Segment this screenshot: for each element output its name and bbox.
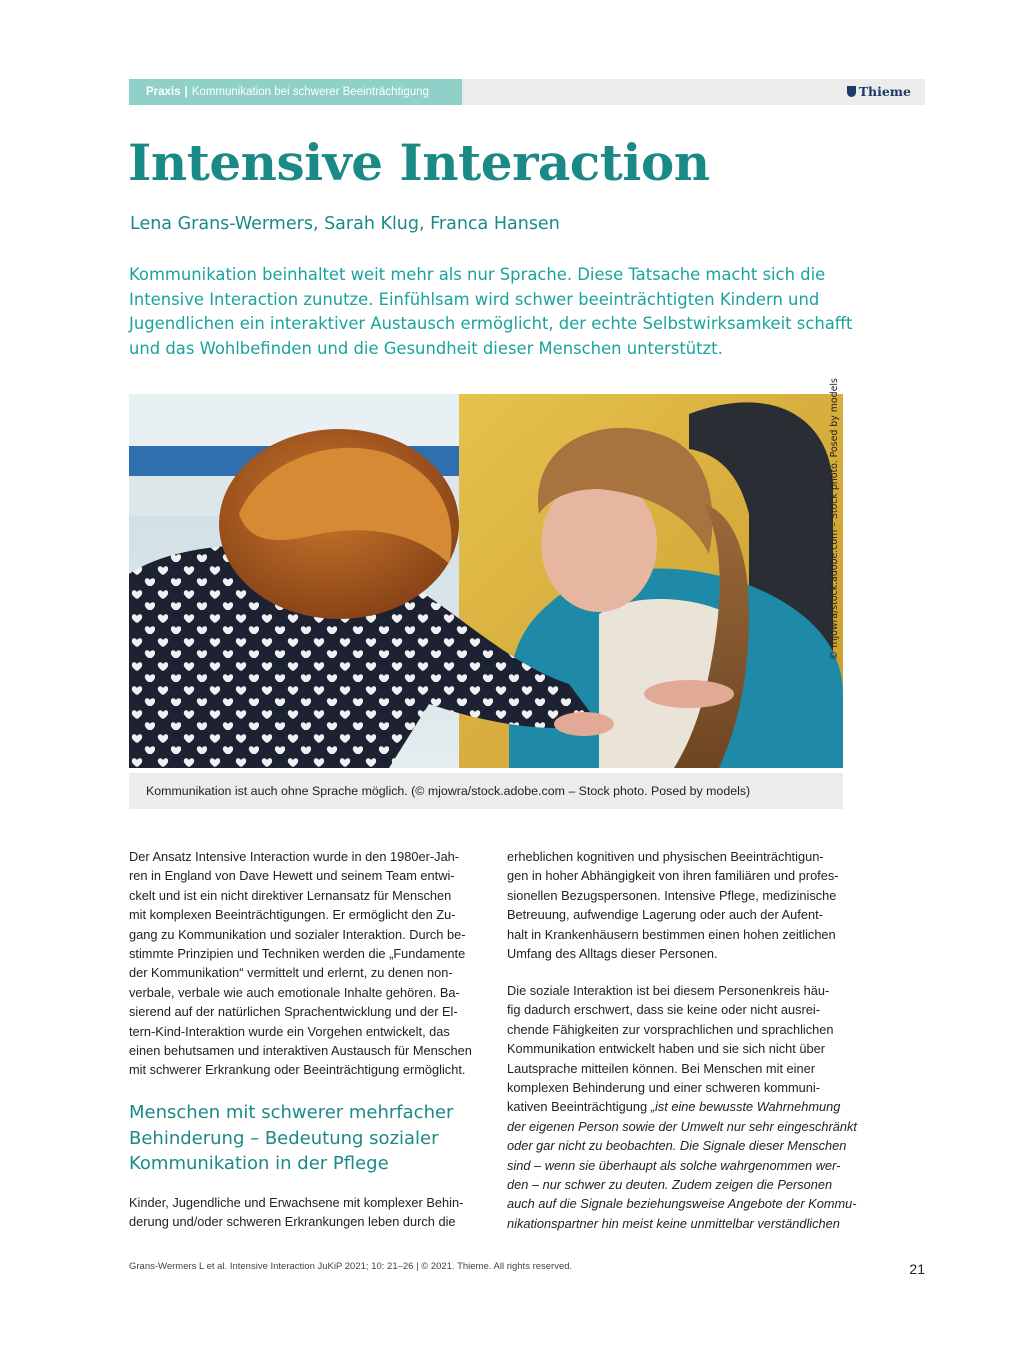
section-rubric (129, 79, 462, 105)
abstract-line: Kommunikation beinhaltet weit mehr als nur Sprache. Diese Tatsache macht sich die (129, 265, 826, 284)
quote-text: den – nur schwer zu deuten. Zudem zeigen die Personen (507, 1177, 833, 1193)
body-line: Lautsprache mitteilen können. Bei Menschen mit einer (507, 1060, 816, 1076)
section-topic: Kommunikation bei schwerer Beeinträchtigung (191, 86, 429, 98)
article-abstract (129, 263, 853, 361)
body-line: gen in hoher Abhängigkeit von ihren familiären und profes- (507, 868, 839, 884)
body-line: Die soziale Interaktion ist bei diesem Personenkreis häu- (507, 983, 830, 998)
body-line-mixed (507, 1097, 847, 1116)
abstract-line: Jugendlichen ein interaktiver Austausch ermöglicht, der echte Selbstwirksamkeit schafft (129, 314, 853, 334)
body-line: verbale, verbale wie auch emotionale Inhalte gehören. Ba- (129, 984, 460, 1000)
body-line: tern-Kind-Interaktion wurde ein Vorgehen entwickelt, das (129, 1023, 450, 1039)
article-photo (129, 394, 843, 768)
body-line: erheblichen kognitiven und physischen Beeinträchtigun- (507, 849, 824, 864)
body-line: einen behutsamen und interaktiven Austausch für Menschen (129, 1043, 472, 1059)
photo-credit: © mjowra/stock.adobe.com – Stock photo. Posed by models (829, 378, 840, 660)
quote-line (507, 1136, 847, 1155)
article-authors: Lena Grans-Wermers, Sarah Klug, Franca Hansen (130, 214, 560, 234)
body-line: chende Fähigkeiten zur vorsprachlichen und sprachlichen (507, 1021, 834, 1037)
abstract-line: Intensive Interaction zunutze. Einfühlsam wird schwer beeinträchtigten Kindern und (129, 289, 820, 309)
quote-line (507, 1214, 847, 1233)
heading-line: Menschen mit schwerer mehrfacher (129, 1102, 454, 1123)
body-line: komplexen Behinderung und einer schweren kommuni- (507, 1080, 820, 1096)
body-line: sionellen Bezugspersonen. Intensive Pflege, medizinische (507, 887, 837, 903)
body-line: ren in England von Dave Hewett und seinem Team entwi- (129, 868, 455, 884)
quote-line (507, 1175, 847, 1194)
quote-text: sind – wenn sie überhaupt als solche wahrgenommen wer- (507, 1157, 841, 1173)
footer-citation: Grans-Wermers L et al. Intensive Interaction JuKiP 2021; 10: 21–26 | © 2021. Thieme. All rights reserved. (129, 1261, 573, 1272)
body-line: fig dadurch erschwert, dass sie keine oder nicht ausrei- (507, 1002, 820, 1018)
abstract-line: und das Wohlbefinden und die Gesundheit dieser Menschen unterstützt. (129, 338, 723, 358)
heading-line: Kommunikation in der Pflege (129, 1153, 389, 1175)
section-separator: | (184, 86, 188, 98)
body-line: der Kommunikation“ vermittelt und erlernt, zu denen non- (129, 965, 453, 981)
body-line: mit komplexen Beeinträchtigungen. Er ermöglicht den Zu- (129, 907, 456, 923)
article-title: Intensive Interaction (128, 133, 710, 192)
quote-start: „ist eine bewusste Wahrnehmung (650, 1099, 841, 1115)
body-column-right (507, 847, 847, 963)
figure-caption: Kommunikation ist auch ohne Sprache möglich. (© mjowra/stock.adobe.com – Stock photo. Posed by models) (129, 773, 843, 809)
body-line: gang zu Kommunikation und sozialer Interaktion. Durch be- (129, 926, 466, 942)
thieme-shield-icon (847, 86, 856, 97)
quote-text: oder gar nicht zu beobachten. Die Signale dieser Menschen (507, 1138, 847, 1154)
section-heading (129, 1100, 453, 1177)
body-line: Kommunikation entwickelt haben und sie sich nicht über (507, 1041, 825, 1057)
body-column-left-continued (129, 1193, 469, 1232)
body-column-right-paragraph2 (507, 981, 857, 1233)
section-label: Praxis (146, 86, 181, 98)
quote-text: nikationspartner hin meist keine unmittelbar verständlichen (507, 1215, 840, 1231)
body-line: sierend auf der natürlichen Sprachentwicklung und der El- (129, 1004, 458, 1020)
body-line: Umfang des Alltags dieser Personen. (507, 946, 718, 962)
header-bar (129, 79, 925, 105)
quote-line (507, 1194, 857, 1213)
body-line: Kinder, Jugendliche und Erwachsene mit komplexer Behin- (129, 1195, 464, 1210)
body-text: kativen Beeinträchtigung (507, 1099, 648, 1115)
body-line: Betreuung, aufwendige Lagerung oder auch der Aufent- (507, 907, 823, 923)
body-line: mit schwerer Erkrankung oder Beeinträchtigung ermöglicht. (129, 1062, 466, 1078)
body-line: Der Ansatz Intensive Interaction wurde in den 1980er-Jah- (129, 849, 460, 864)
photo-illustration (129, 394, 843, 768)
quote-line (507, 1117, 857, 1136)
body-line: stimmte Prinzipien und Techniken werden die „Fundamente (129, 946, 466, 962)
publisher-name: Thieme (858, 84, 911, 99)
body-column-left (129, 847, 472, 1080)
quote-text: der eigenen Person sowie der Umwelt nur sehr eingeschränkt (507, 1118, 857, 1134)
body-line: derung und/oder schweren Erkrankungen leben durch die (129, 1214, 456, 1230)
page-number: 21 (909, 1261, 925, 1277)
publisher-logo (847, 79, 911, 105)
heading-line: Behinderung – Bedeutung sozialer (129, 1127, 439, 1149)
body-line: ckelt und ist ein nicht direktiver Lernansatz für Menschen (129, 887, 452, 903)
body-line: halt in Krankenhäusern bestimmen einen hohen zeitlichen (507, 926, 836, 942)
quote-line (507, 1156, 847, 1175)
quote-text: auch auf die Signale beziehungsweise Angebote der Kommu- (507, 1196, 857, 1212)
